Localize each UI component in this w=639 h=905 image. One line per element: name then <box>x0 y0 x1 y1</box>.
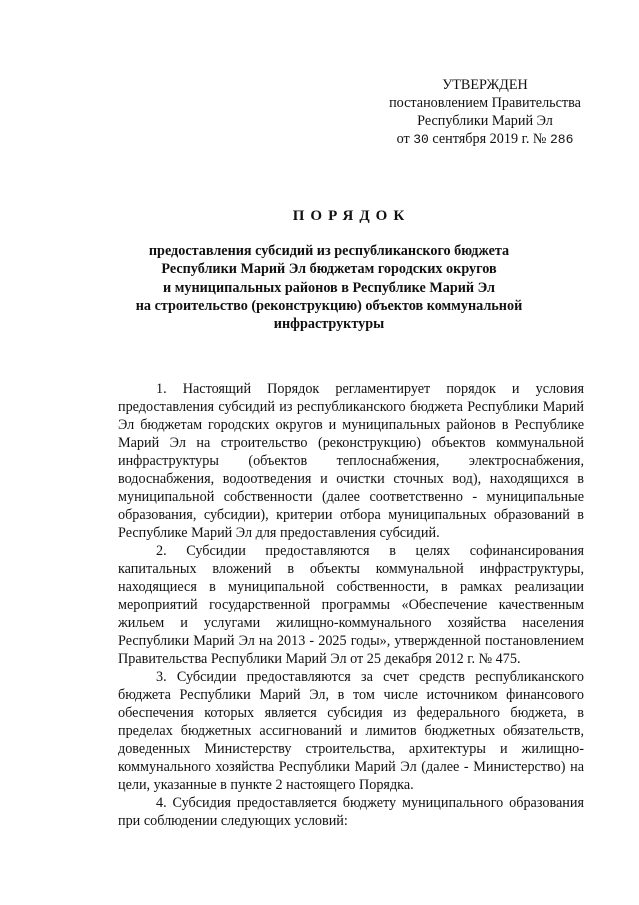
subtitle-line: на строительство (реконструкцию) объектов коммунальной <box>135 297 523 314</box>
approval-date-day: 30 <box>413 132 429 147</box>
paragraph-2: 2. Субсидии предоставляются в целях софинансирования капитальных вложений в объекты коммунальной инфраструктуры, находящиеся в муниципальной собственности, в рамках реализации мероприятий государственной программы «Обеспечение качественным жильем и услугами жилищно-коммунального хозяйства населения Республики Марий Эл на 2013 - 2025 годы», утвержденной постановлением Правительства Республики Марий Эл от 25 декабря 2012 г. № 475. <box>118 543 584 667</box>
subtitle-line: инфраструктуры <box>273 316 385 333</box>
subtitle-line: предоставления субсидий из республиканского бюджета <box>148 243 510 259</box>
approval-republic: Республики Марий Эл <box>417 113 553 129</box>
approval-date-rest: сентября 2019 г. № <box>432 131 547 147</box>
approval-stamp <box>352 76 618 149</box>
paragraph-1: 1. Настоящий Порядок регламентирует порядок и условия предоставления субсидий из республиканского бюджета Республики Марий Эл бюджетам городских округов и муниципальных районов в Республике Марий Эл на строительство (реконструкцию) объектов коммунальной инфраструктуры (объектов теплоснабжения, электроснабжения, водоснабжения, водоотведения и очистки сточных вод), находящихся в муниципальной собственности (далее соответственно - муниципальные образования, субсидии), критерии отбора муниципальных образований в Республике Марий Эл для предоставления субсидий. <box>118 381 584 541</box>
approval-authority: постановлением Правительства <box>389 95 581 111</box>
document-title: ПОРЯДОК <box>292 208 411 224</box>
approval-date <box>352 130 618 149</box>
document-subtitle <box>84 242 574 333</box>
subtitle-line: и муниципальных районов в Республике Марий Эл <box>162 279 496 296</box>
document-body <box>118 380 584 830</box>
subtitle-line: Республики Марий Эл бюджетам городских округов <box>161 261 497 278</box>
approval-date-prefix: от <box>396 131 410 147</box>
approval-number: 286 <box>550 132 574 147</box>
paragraph-4: 4. Субсидия предоставляется бюджету муниципального образования при соблюдении следующих условий: <box>118 795 584 829</box>
approval-heading: УТВЕРЖДЕН <box>442 77 528 93</box>
paragraph-3: 3. Субсидии предоставляются за счет средств республиканского бюджета Республики Марий Эл, в том числе источником финансового обеспечения которых является субсидия из федерального бюджета, в пределах бюджетных ассигнований и лимитов бюджетных обязательств, доведенных Министерству строительства, архитектуры и жилищно-коммунального хозяйства Республики Марий Эл (далее - Министерство) на цели, указанные в пункте 2 настоящего Порядка. <box>118 669 584 793</box>
